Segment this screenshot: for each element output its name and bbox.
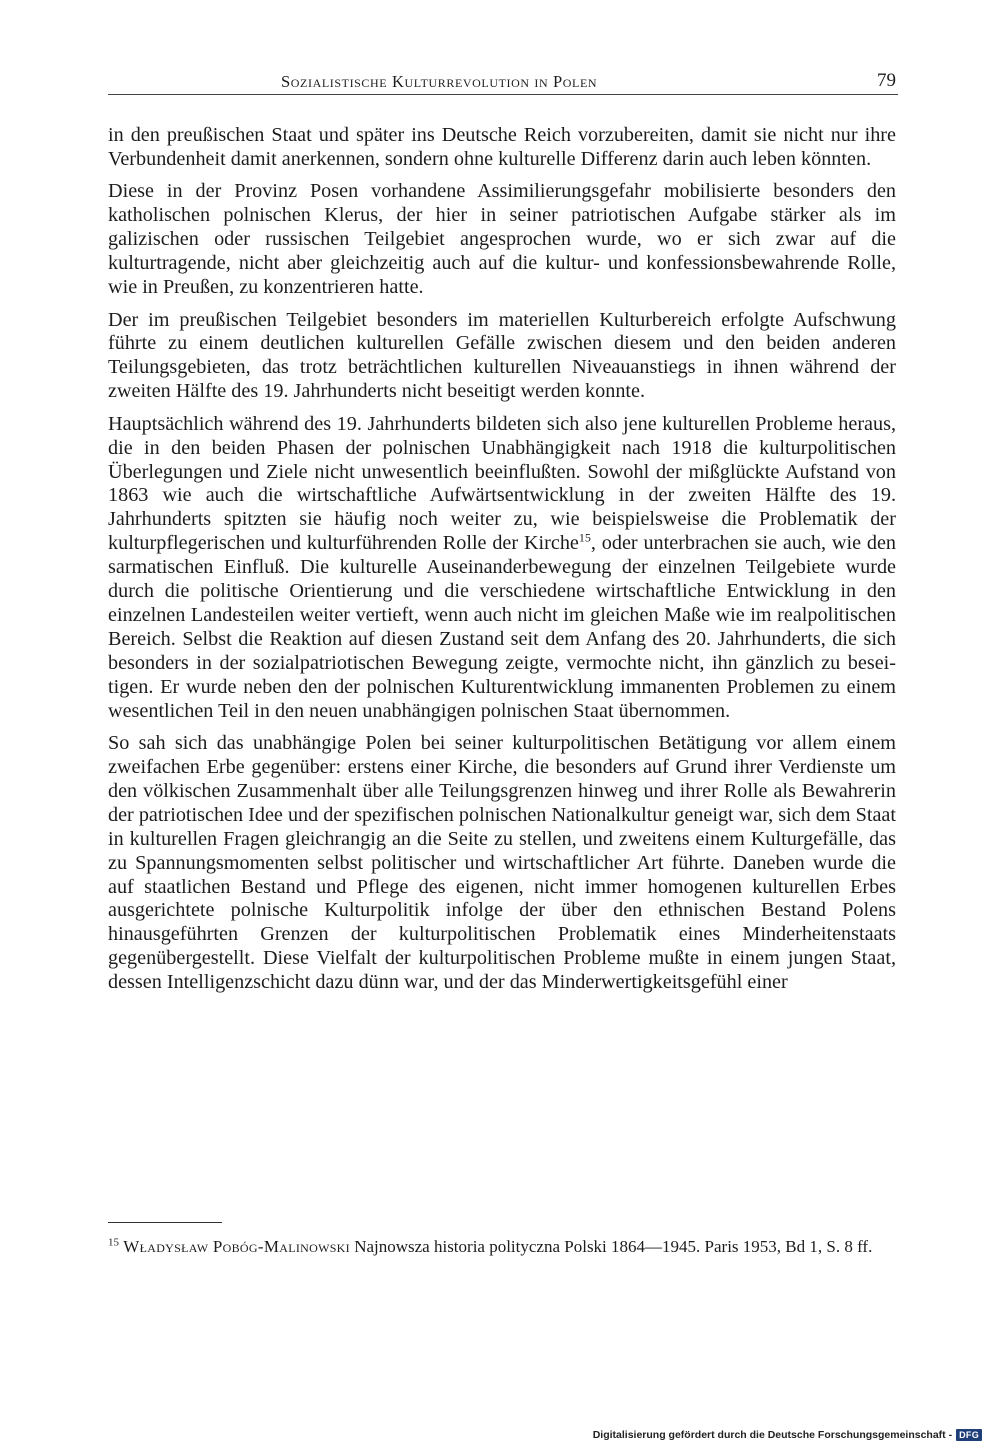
paragraph-4-text-b: , oder unterbrachen sie auch, wie den sarmatischen Einfluß. Die kulturelle Auseinanderbewegung der einzelnen Teilgebiete wurde durch die politische Orientierung und die verschiedene wirtschaftliche Entwicklung in den einzelnen Landesteilen weiter vertieft, wenn auch nicht im gleichen Maße wie im realpolitischen Bereich. Selbst die Reaktion auf diesen Zustand seit dem Anfang des 20. Jahrhunderts, die sich besonders in der sozialpatriotischen Bewegung zeigte, vermochte nicht, ihn gänzlich zu beseitigen. Er wurde neben den der polnischen Kulturentwicklung immanenten Problemen zu einem wesentlichen Teil in den neuen unabhängigen polnischen Staat übernommen. bbox=[108, 532, 896, 722]
main-text bbox=[108, 124, 896, 1004]
dfg-logo-icon: DFG bbox=[956, 1429, 982, 1441]
running-header bbox=[108, 70, 898, 98]
footnote-mark: 15 bbox=[108, 1236, 119, 1249]
paragraph-4 bbox=[108, 413, 896, 724]
footnote-text: Najnowsza historia polityczna Polski 1864—1945. Paris 1953, Bd 1, S. 8 ff. bbox=[349, 1237, 873, 1256]
footnote-reference[interactable]: 15 bbox=[578, 530, 591, 545]
running-header-title: Sozialistische Kulturrevolution in Polen bbox=[281, 72, 598, 91]
header-rule bbox=[108, 94, 898, 95]
paragraph-5: So sah sich das unabhängige Polen bei seiner kulturpolitischen Betätigung vor allem einem zweifachen Erbe gegenüber: erstens einer Kirche, die besonders auf Grund ihrer Verdienste um den völkischen Zusammenhalt über alle Teilungsgrenzen hinweg und ihrer Rolle als Bewahrerin der patriotischen Idee und der spezifischen polnischen Nationalkultur geneigt war, sich dem Staat in kulturellen Fragen gleichrangig an die Seite zu stellen, und zweitens einem Kulturgefälle, das zu Spannungsmomenten selbst politischer und wirtschaftlicher Art führte. Daneben wurde die auf staatlichen Bestand und Pflege des eigenen, nicht immer homogenen kulturellen Erbes ausgerichtete polnische Kulturpolitik infolge der über den ethnischen Bestand Polens hinausgeführten Grenzen der kulturpolitischen Problematik eines Minderheitenstaats gegenübergestellt. Diese Vielfalt der kulturpolitischen Probleme mußte in einem jungen Staat, dessen Intelligenzschicht dazu dünn war, und der das Minderwertigkeitsgefühl einer bbox=[108, 732, 896, 994]
footnote-separator bbox=[108, 1222, 222, 1223]
paragraph-1: in den preußischen Staat und später ins Deutsche Reich vorzubereiten, damit sie nicht nur ihre Verbundenheit damit anerkennen, sondern ohne kulturelle Differenz darin auch leben könnten. bbox=[108, 124, 896, 170]
paragraph-3: Der im preußischen Teilgebiet besonders im materiellen Kulturbereich erfolgte Aufschwung führte zu einem deutlichen kulturellen Gefälle zwischen diesem und den beiden anderen Teilungsgebieten, das trotz beträchtlichen kulturellen Niveauanstiegs in ihnen während der zweiten Hälfte des 19. Jahrhunderts nicht beseitigt werden konnte. bbox=[108, 308, 896, 403]
digitization-credit bbox=[593, 1427, 982, 1443]
paragraph-2: Diese in der Provinz Posen vorhandene Assimilierungsgefahr mobilisierte besonders den katholischen polnischen Klerus, der hier in seiner patriotischen Aufgabe stärker als im galizischen oder russischen Teilgebiet angesprochen wurde, wo er sich zwar auf die kulturtragende, nicht aber gleichzeitig auch auf die kultur- und konfessionsbewahrende Rolle, wie in Preußen, zu konzentrieren hatte. bbox=[108, 180, 896, 299]
footnote-author: Władysław Pobóg-Malinowski bbox=[123, 1237, 350, 1256]
credit-text: Digitalisierung gefördert durch die Deutsche Forschungsgemeinschaft - bbox=[592, 1429, 953, 1441]
page-number: 79 bbox=[877, 70, 896, 91]
footnote bbox=[108, 1236, 896, 1257]
paragraph-4-text-a: Hauptsächlich während des 19. Jahrhunderts bildeten sich also jene kulturellen Probleme heraus, die in den beiden Phasen der polnischen Unabhängigkeit nach 1918 die kulturpolitischen Überlegungen und Ziele nicht unwesentlich beeinflußten. Sowohl der mißglückte Aufstand von 1863 wie auch die wirtschaftliche Aufwärtsentwicklung in der zweiten Hälfte des 19. Jahrhunderts spitzten sie häufig noch weiter zu, wie beispielsweise die Problematik der kulturpflegerischen und kulturführenden Rolle der Kirche bbox=[108, 412, 896, 555]
